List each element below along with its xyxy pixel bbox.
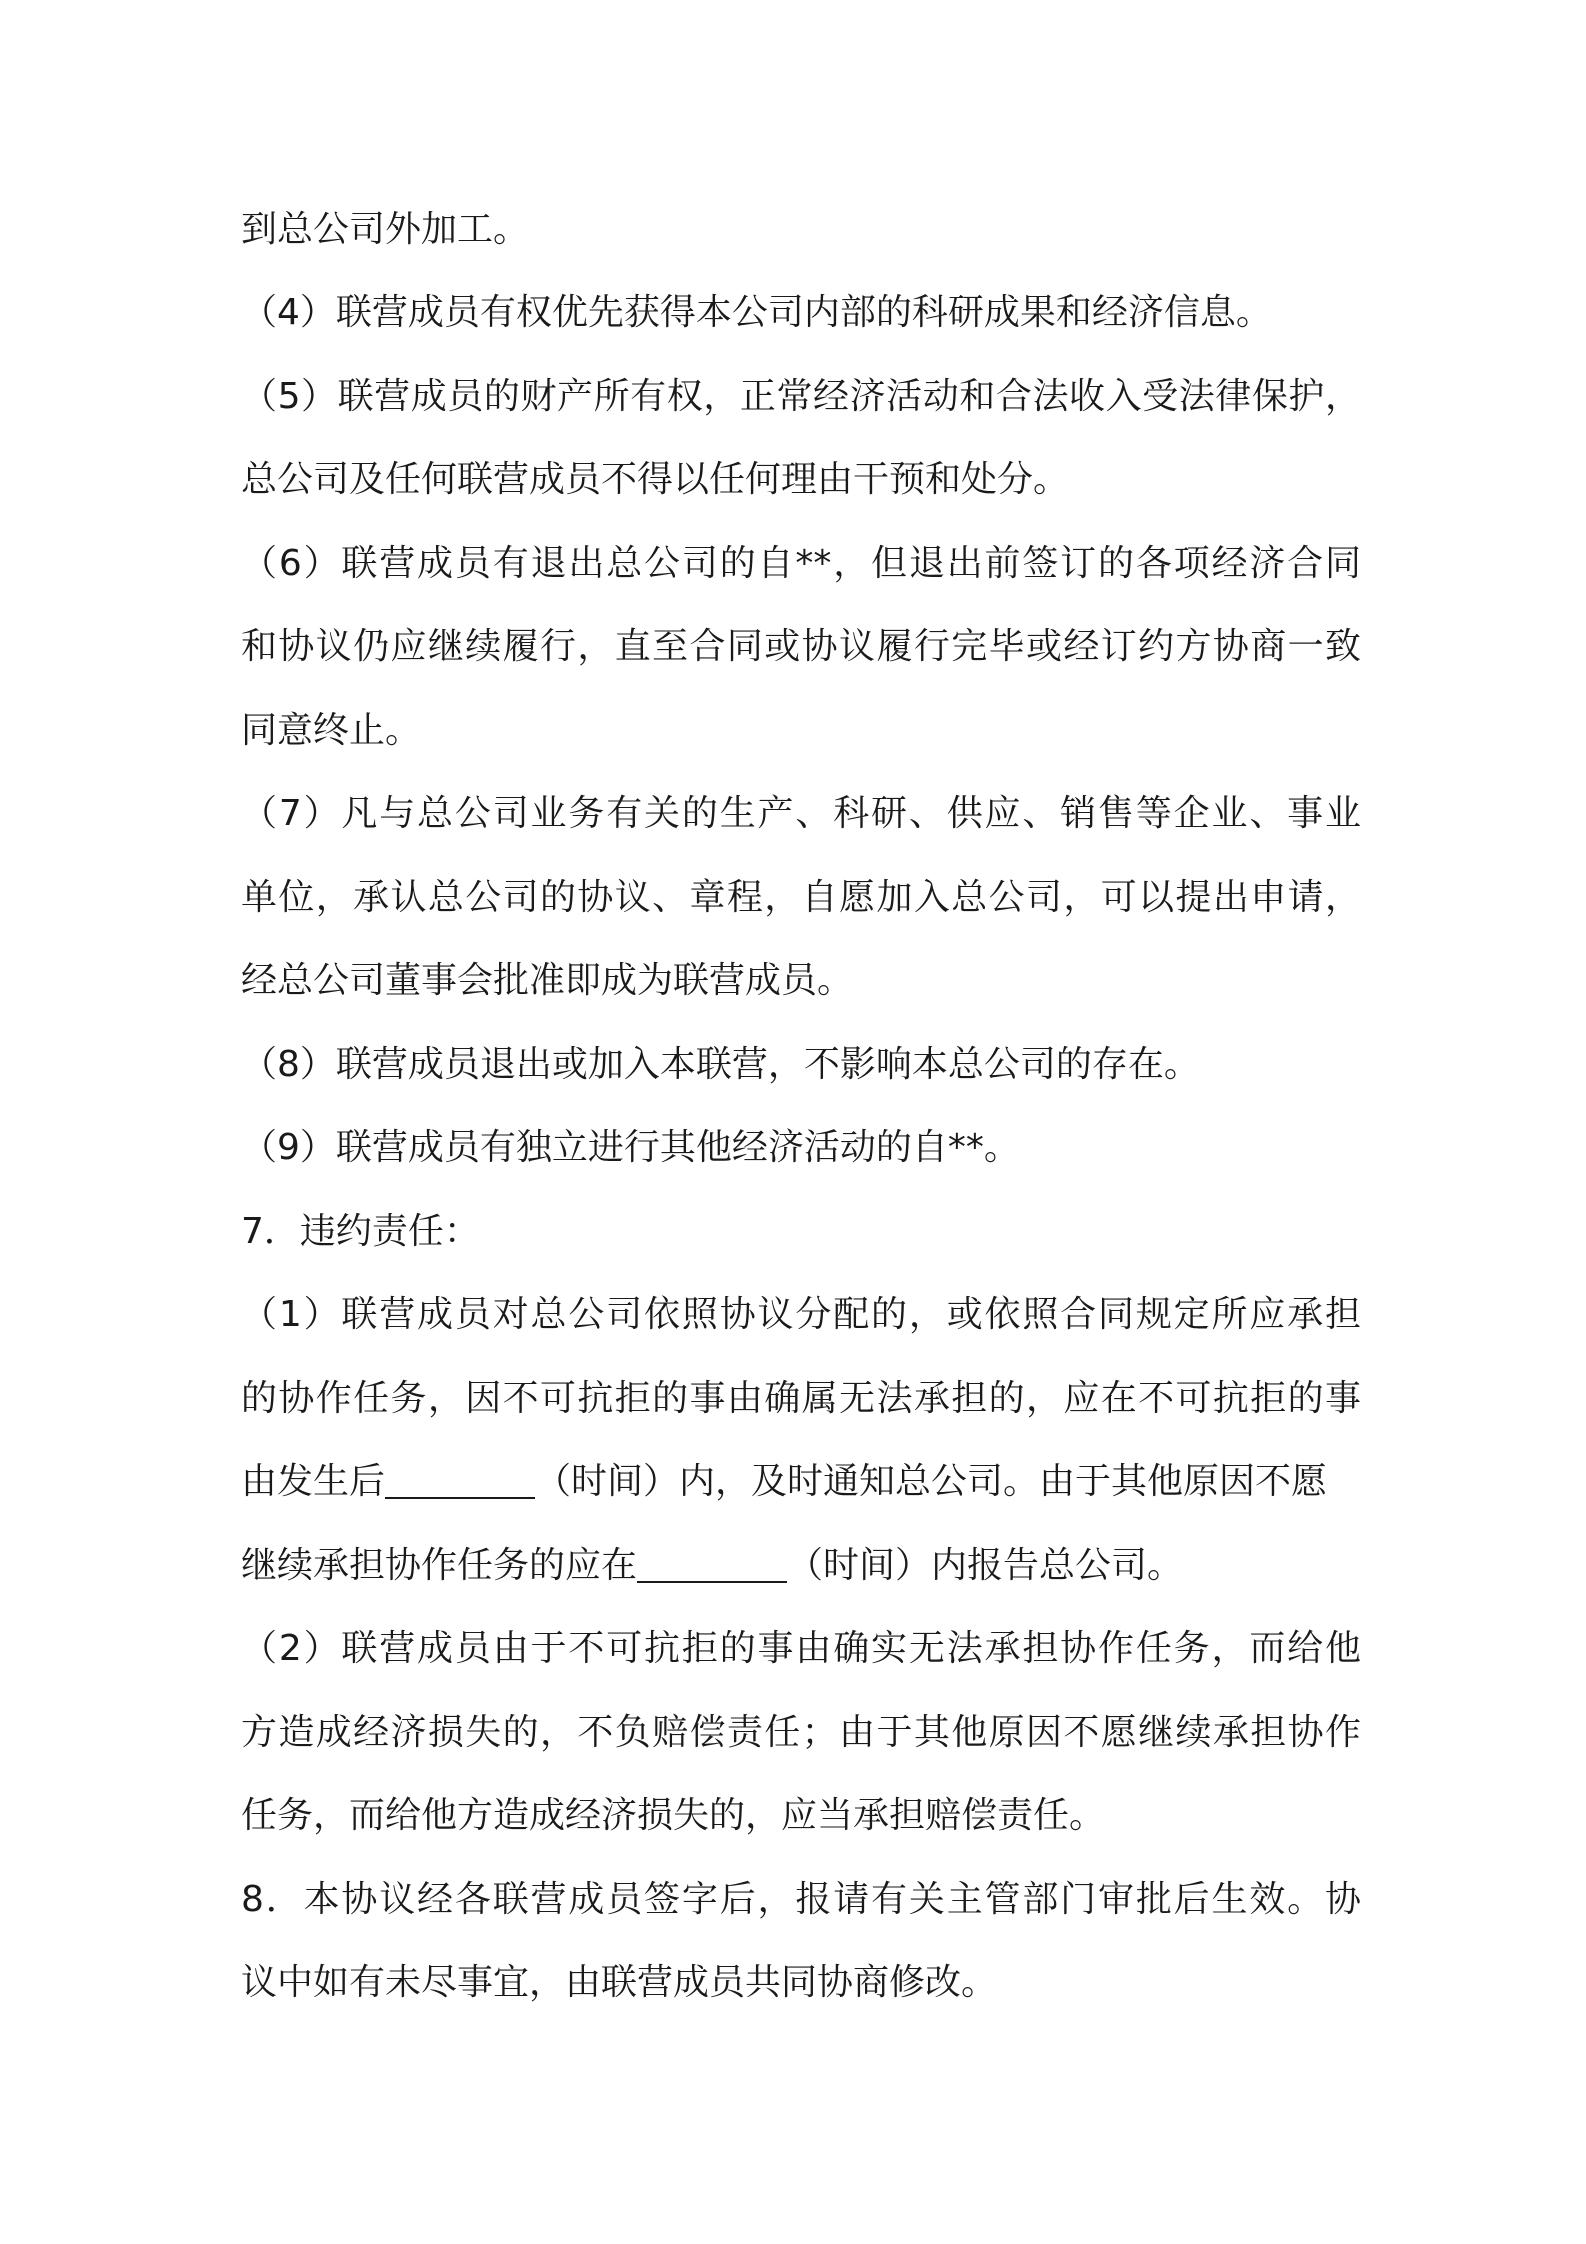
paragraph-line: 同意终止。: [241, 710, 422, 751]
paragraph-line: （2）联营成员由于不可抗拒的事由确实无法承担协作任务，而给他: [241, 1628, 1361, 1669]
paragraph-line: 和协议仍应继续履行，直至合同或协议履行完毕或经订约方协商一致: [241, 626, 1361, 667]
paragraph-line: 单位，承认总公司的协议、章程，自愿加入总公司，可以提出申请，: [241, 877, 1361, 918]
paragraph-line: 任务，而给他方造成经济损失的，应当承担赔偿责任。: [241, 1795, 1106, 1836]
line-text-after-blank: （时间）内，及时通知总公司。由于其他原因不愿: [535, 1461, 1328, 1502]
paragraph-line: 到总公司外加工。: [241, 209, 530, 250]
paragraph-line-with-blank: [241, 1531, 1361, 1601]
paragraph-line: 议中如有未尽事宜，由联营成员共同协商修改。: [241, 1962, 998, 2003]
paragraph-line: 的协作任务，因不可抗拒的事由确属无法承担的，应在不可抗拒的事: [241, 1378, 1361, 1419]
paragraph-line: （1）联营成员对总公司依照协议分配的，或依照合同规定所应承担: [241, 1294, 1361, 1335]
paragraph-line: （8）联营成员退出或加入本联营，不影响本总公司的存在。: [241, 1044, 1200, 1085]
paragraph-line: （9）联营成员有独立进行其他经济活动的自**。: [241, 1127, 1020, 1168]
section-heading: 8．本协议经各联营成员签字后，报请有关主管部门审批后生效。协: [241, 1879, 1361, 1920]
fill-in-blank: [385, 1461, 535, 1499]
paragraph-line: 总公司及任何联营成员不得以任何理由干预和处分。: [241, 459, 1070, 500]
paragraph-line: （5）联营成员的财产所有权，正常经济活动和合法收入受法律保护，: [241, 376, 1361, 417]
line-text-before-blank: 继续承担协作任务的应在: [241, 1545, 638, 1586]
line-text-after-blank: （时间）内报告总公司。: [787, 1545, 1184, 1586]
section-heading: 7．违约责任：: [241, 1211, 480, 1252]
paragraph-line: 方造成经济损失的，不负赔偿责任；由于其他原因不愿继续承担协作: [241, 1712, 1361, 1753]
line-text-before-blank: 由发生后: [241, 1461, 386, 1502]
fill-in-blank: [637, 1545, 787, 1583]
paragraph-line-with-blank: [241, 1447, 1361, 1517]
paragraph-line: （6）联营成员有退出总公司的自**，但退出前签订的各项经济合同: [241, 543, 1361, 584]
paragraph-line: （7）凡与总公司业务有关的生产、科研、供应、销售等企业、事业: [241, 793, 1361, 834]
paragraph-line: 经总公司董事会批准即成为联营成员。: [241, 960, 854, 1001]
paragraph-line: （4）联营成员有权优先获得本公司内部的科研成果和经济信息。: [241, 292, 1272, 333]
